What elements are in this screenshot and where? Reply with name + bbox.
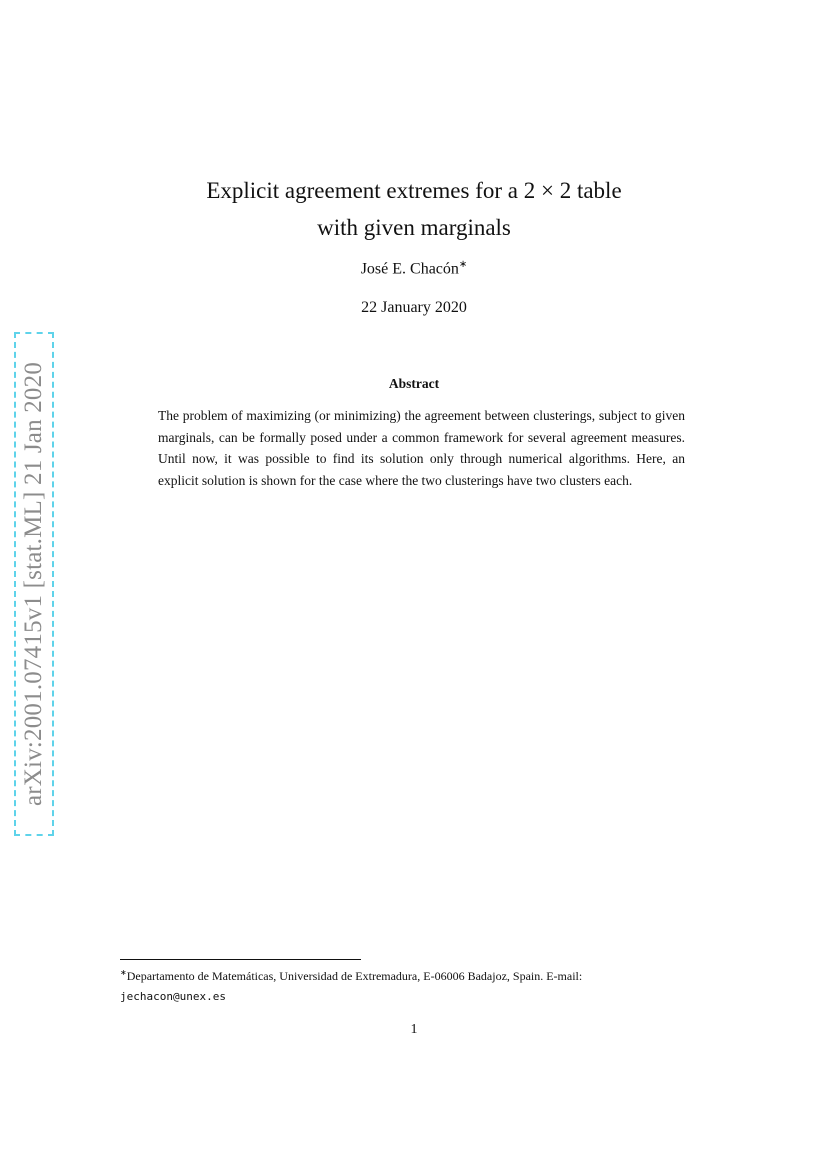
page-number: 1: [410, 1022, 418, 1037]
abstract-text: The problem of maximizing (or minimizing) the agreement between clusterings, subject to given marginals, can be formally posed under a common framework for several agreement measures. Until now, it was possible to find its solution only through numerical algorithms. Here, an explicit solution is shown for the case where the two clusterings have two clusters each.: [158, 408, 685, 488]
abstract-heading: Abstract: [388, 376, 440, 391]
footnote-affiliation: Departamento de Matemáticas, Universidad de Extremadura, E-06006 Badajoz, Spain. E-mail:: [126, 969, 583, 983]
paper-date: 22 January 2020: [361, 299, 467, 316]
footnote-mark: ∗: [120, 968, 127, 977]
author: [0, 259, 828, 278]
footnote-rule: [120, 959, 361, 960]
footnote: [120, 963, 722, 1007]
author-name: José E. Chacón: [360, 260, 459, 278]
title-line-2: with given marginals: [317, 215, 511, 240]
author-footnote-mark: ∗: [458, 259, 468, 270]
paper-title: [0, 172, 828, 246]
arxiv-identifier[interactable]: arXiv:2001.07415v1 [stat.ML] 21 Jan 2020: [20, 361, 47, 807]
footnote-email[interactable]: jechacon@unex.es: [120, 990, 226, 1003]
title-line-1: Explicit agreement extremes for a 2 × 2 table: [206, 178, 622, 203]
arxiv-sidebar: [14, 332, 54, 836]
